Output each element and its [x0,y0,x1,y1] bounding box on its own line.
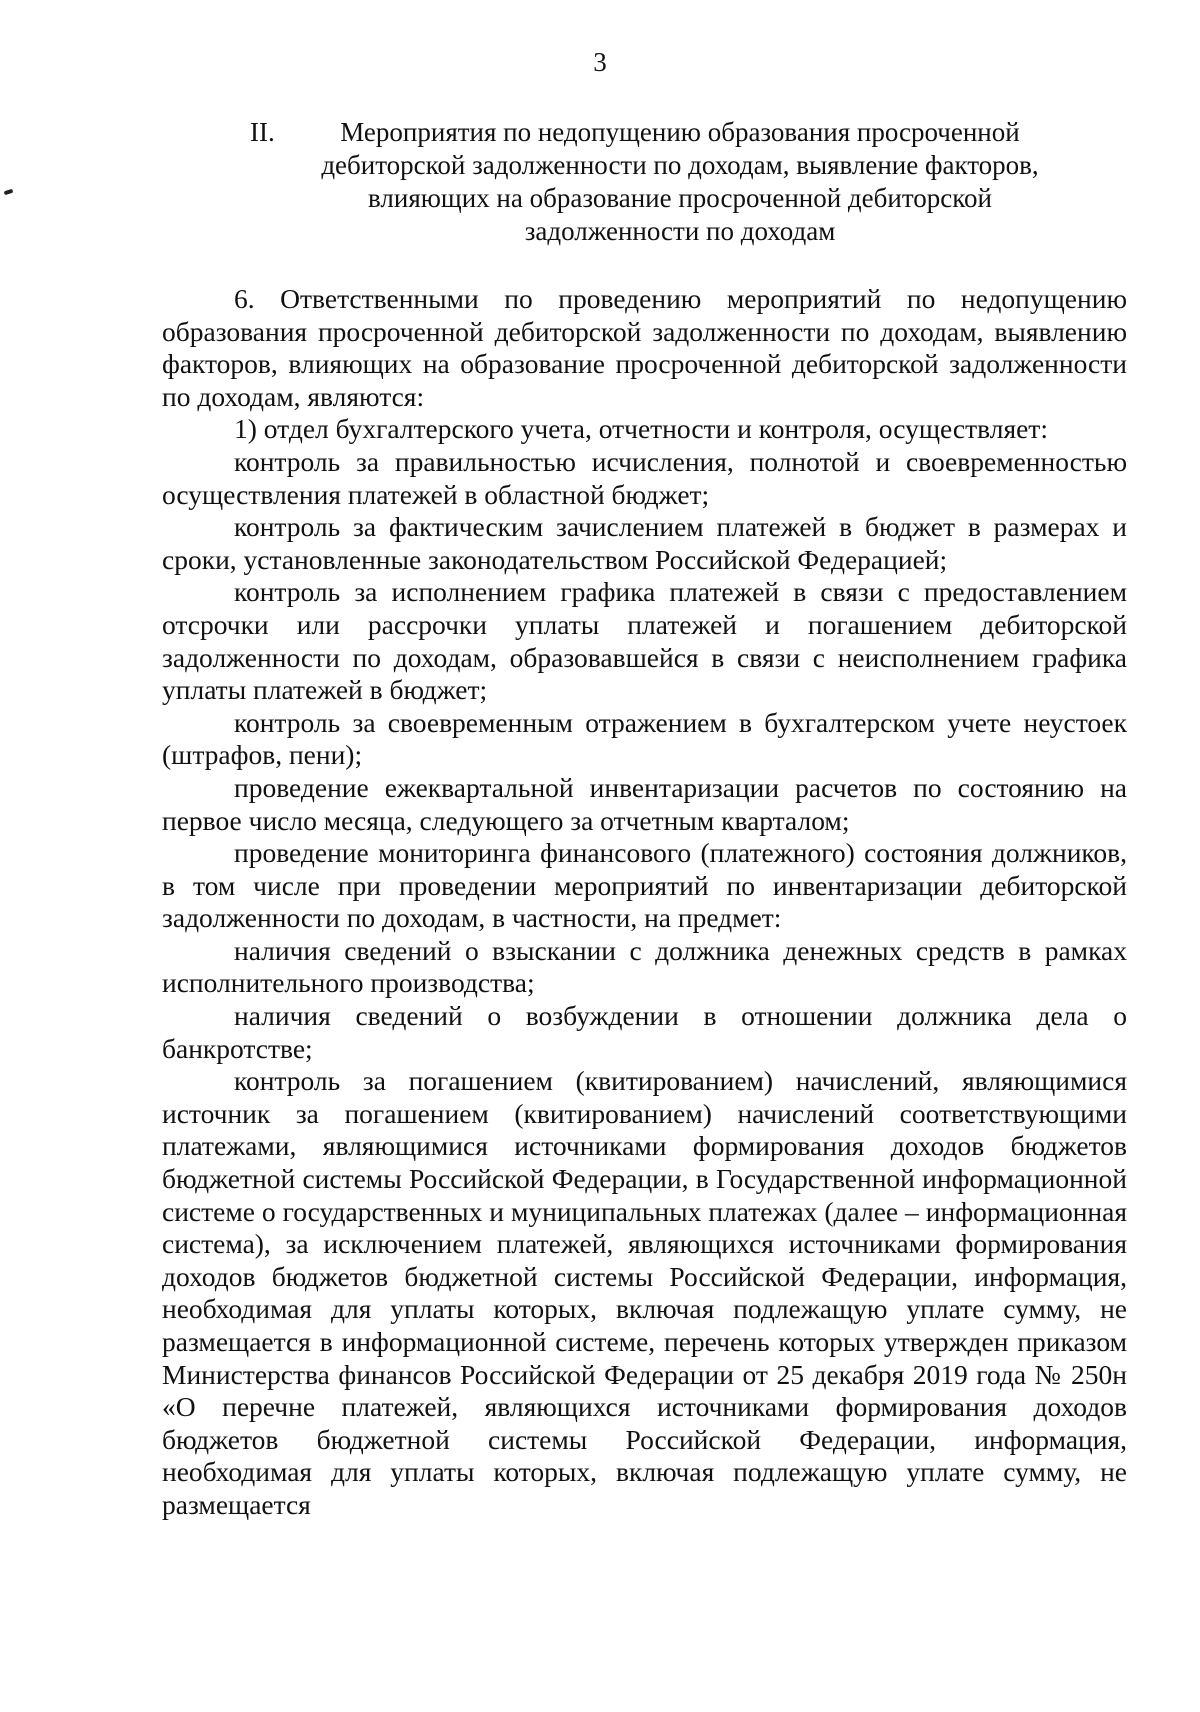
paragraph-control-calculation: контроль за правильностью исчисления, полнотой и своевременностью осуществления платежей в областной бюджет; [162,445,1127,510]
paragraph-control-penalties: контроль за своевременным отражением в бухгалтерском учете неустоек (штрафов, пени); [162,706,1127,771]
section-heading [250,116,1120,248]
section-title: Мероприятия по недопущению образования просроченной дебиторской задолженности по доходам, выявление факторов, влияющих на образование просроченной дебиторской задолженности по доходам [321,117,1039,246]
section-numeral: II. [250,117,275,147]
paragraph-control-schedule: контроль за исполнением графика платежей в связи с предоставлением отсрочки или рассрочки уплаты платежей и погашением дебиторской задолженности по доходам, образовавшейся в связи с неисполнением графика уплаты платежей в бюджет; [162,576,1127,706]
paragraph-control-crediting: контроль за фактическим зачислением платежей в бюджет в размерах и сроки, установленные законодательством Российской Федерацией; [162,511,1127,575]
paragraph-6-intro: 6. Ответственными по проведению мероприятий по недопущению образования просроченной дебиторской задолженности по доходам, выявлению факторов, влияющих на образование просроченной дебиторской задолженности по доходам, являются: [162,283,1127,412]
paragraph-quarterly-inventory: проведение ежеквартальной инвентаризации расчетов по состоянию на первое число месяца, следующего за отчетным кварталом; [162,771,1127,836]
body-text [162,283,1127,1522]
paragraph-bankruptcy-info: наличия сведений о возбуждении в отношении должника дела о банкротстве; [162,1000,1127,1064]
paragraph-item-1: 1) отдел бухгалтерского учета, отчетности и контроля, осуществляет: [234,413,1048,445]
scan-artifact-mark [4,189,14,196]
paragraph-enforcement-info: наличия сведений о взыскании с должника денежных средств в рамках исполнительного производства; [162,934,1127,999]
paragraph-reconciliation-control: контроль за погашением (квитированием) начислений, являющимися источник за погашением (квитированием) начислений соответствующими платежами, являющимися источниками формирования доходов бюджетов бюджетной системы Российской Федерации, в Государственной информационной системе о государственных и муниципальных платежах (далее – информационная система), за исключением платежей, являющихся источниками формирования доходов бюджетов бюджетной системы Российской Федерации, информация, необходимая для уплаты которых, включая подлежащую уплате сумму, не размещается в информационной системе, перечень которых утвержден приказом Министерства финансов Российской Федерации от 25 декабря 2019 года № 250н «О перечне платежей, являющихся источниками формирования доходов бюджетов бюджетной системы Российской Федерации, информация, необходимая для уплаты которых, включая подлежащую уплате сумму, не размещается [162,1065,1127,1520]
paragraph-debtor-monitoring: проведение мониторинга финансового (платежного) состояния должников, в том числе при проведении мероприятий по инвентаризации дебиторской задолженности по доходам, в частности, на предмет: [162,837,1127,934]
page-number: 3 [593,47,607,77]
